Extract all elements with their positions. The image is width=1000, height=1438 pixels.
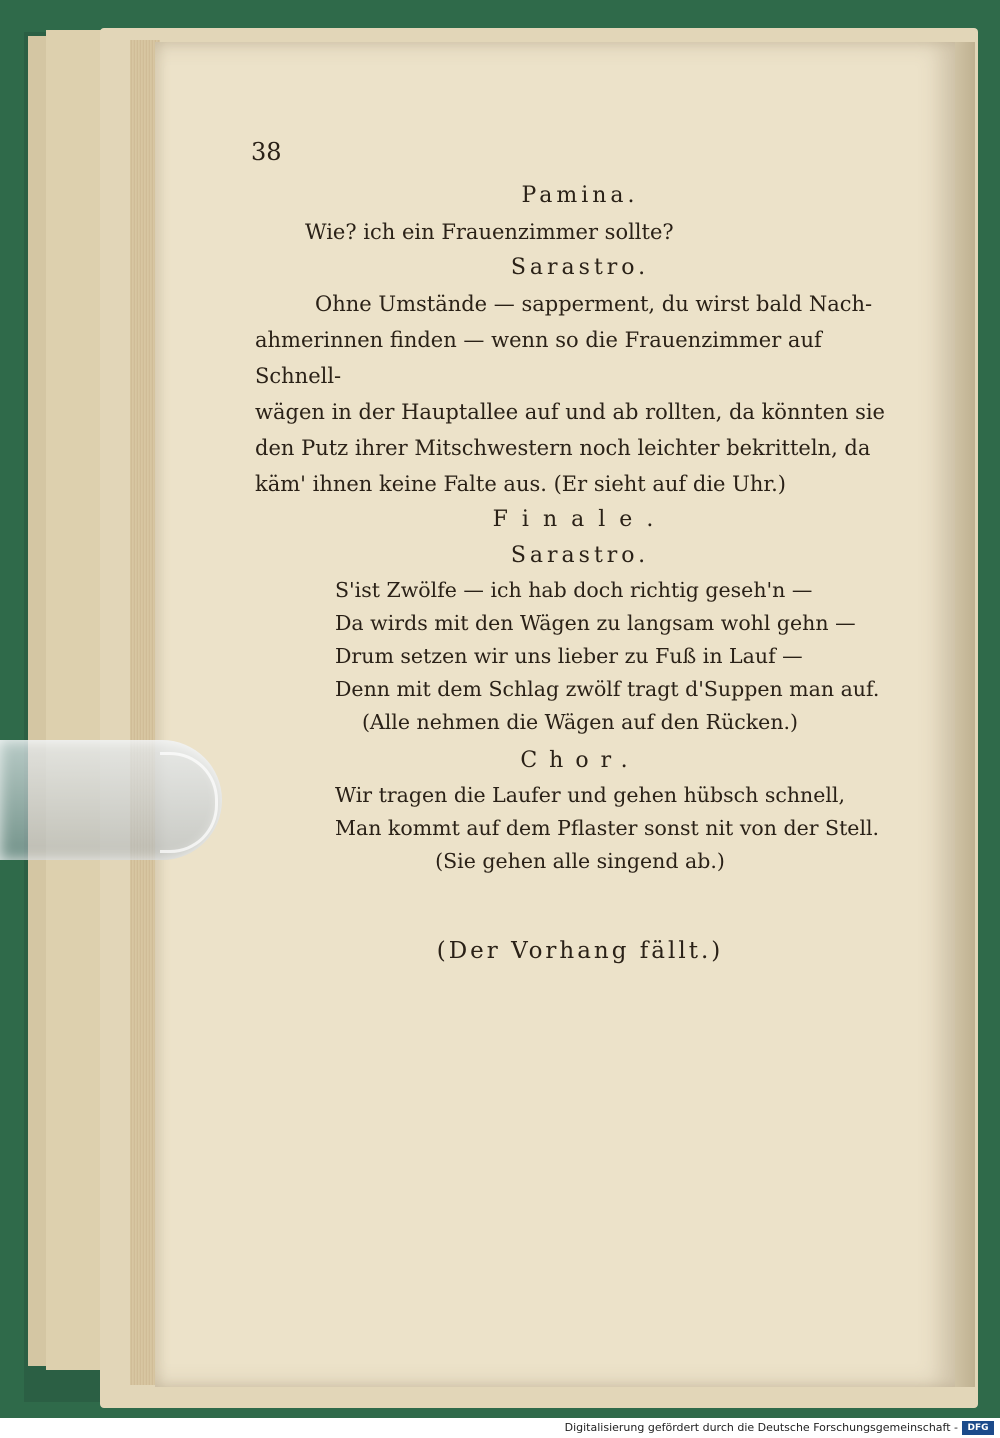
verse-line: Man kommt auf dem Pflaster sonst nit von der Stell.: [335, 816, 880, 840]
verse-line: Denn mit dem Schlag zwölf tragt d'Suppen man auf.: [335, 677, 880, 701]
book-page: [155, 42, 955, 1387]
verse-line: S'ist Zwölfe — ich hab doch richtig geseh'n —: [335, 578, 813, 602]
footer-bar: [0, 1418, 1000, 1438]
verse-line: Wir tragen die Laufer und gehen hübsch schnell,: [335, 783, 845, 807]
page-number: 38: [251, 138, 282, 166]
prose-line: wägen in der Hauptallee auf und ab rollten, da könnten sie: [255, 400, 885, 424]
page-text: [255, 134, 905, 964]
prose-line: käm' ihnen keine Falte aus. (Er sieht auf die Uhr.): [255, 472, 786, 496]
verse-block: [255, 574, 905, 706]
footer-credit: Digitalisierung gefördert durch die Deutsche Forschungsgemeinschaft -: [564, 1421, 958, 1434]
speaker-heading: Sarastro.: [510, 543, 650, 568]
prose-line: ahmerinnen finden — wenn so die Frauenzimmer auf Schnell-: [255, 328, 822, 388]
speaker-heading: Pamina.: [521, 183, 639, 208]
dfg-logo: DFG: [962, 1421, 994, 1435]
cover-edge-inner: [46, 30, 106, 1370]
prose-line: den Putz ihrer Mitschwestern noch leichter bekritteln, da: [255, 436, 871, 460]
finale-heading: Finale.: [492, 507, 668, 532]
speaker-heading: Chor.: [520, 748, 640, 773]
stage-direction: (Alle nehmen die Wägen auf den Rücken.): [361, 710, 799, 734]
speaker-heading: Sarastro.: [510, 255, 650, 280]
prose-block: [255, 286, 905, 502]
speech-line: Wie? ich ein Frauenzimmer sollte?: [305, 220, 674, 244]
curtain-line: (Der Vorhang fällt.): [436, 938, 724, 964]
verse-line: Da wirds mit den Wägen zu langsam wohl gehn —: [335, 611, 856, 635]
verse-line: Drum setzen wir uns lieber zu Fuß in Lauf —: [335, 644, 803, 668]
verse-block: [255, 779, 905, 845]
prose-line: Ohne Umstände — sapperment, du wirst bald Nach-: [315, 292, 873, 316]
stage-direction: (Sie gehen alle singend ab.): [435, 849, 725, 873]
